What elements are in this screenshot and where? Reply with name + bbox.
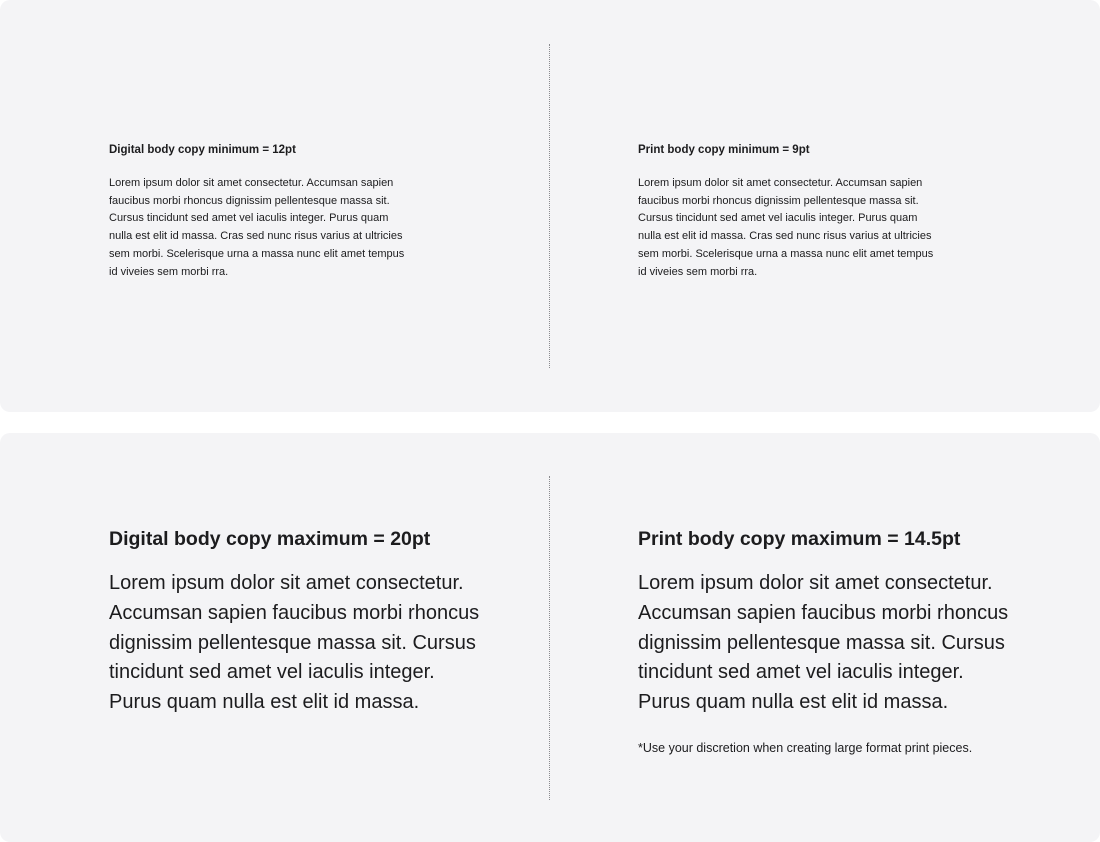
- sample-text-line: Lorem ipsum dolor sit amet consectetur. Accumsan sapien: [109, 177, 394, 189]
- sample-text-line: Lorem ipsum dolor sit amet consectetur.: [109, 572, 464, 594]
- sample-text-line: nulla est elit id massa. Cras sed nunc risus varius at ultricies: [109, 230, 403, 243]
- print-maximum-heading: Print body copy maximum = 14.5pt: [638, 528, 961, 550]
- print-minimum-column: [638, 143, 998, 281]
- sample-text-line: id viveies sem morbi rra.: [638, 265, 758, 278]
- print-footnote: *Use your discretion when creating large format print pieces.: [638, 740, 973, 755]
- sample-text-line: Lorem ipsum dolor sit amet consectetur. Accumsan sapien: [638, 177, 923, 189]
- digital-minimum-heading: Digital body copy minimum = 12pt: [109, 144, 296, 156]
- column-divider: [549, 44, 550, 368]
- sample-text-line: sem morbi. Scelerisque urna a massa nunc elit amet tempus: [109, 247, 405, 260]
- minimum-sizes-card: [0, 0, 1100, 412]
- print-minimum-sample-text: [638, 175, 998, 281]
- digital-maximum-heading: Digital body copy maximum = 20pt: [109, 528, 431, 550]
- sample-text-line: sem morbi. Scelerisque urna a massa nunc elit amet tempus: [638, 247, 934, 260]
- print-maximum-sample-text: [638, 569, 1078, 718]
- digital-maximum-column: [109, 526, 549, 718]
- column-divider: [549, 476, 550, 800]
- sample-text-line: Accumsan sapien faucibus morbi rhoncus: [638, 601, 1009, 624]
- digital-maximum-sample-text: [109, 569, 549, 718]
- digital-minimum-sample-text: [109, 175, 469, 281]
- sample-text-line: tincidunt sed amet vel iaculis integer.: [109, 661, 435, 684]
- sample-text-line: dignissim pellentesque massa sit. Cursus: [638, 631, 1005, 654]
- sample-text-line: Purus quam nulla est elit id massa.: [109, 691, 420, 714]
- sample-text-line: Cursus tincidunt sed amet vel iaculis integer. Purus quam: [109, 212, 389, 225]
- print-minimum-heading: Print body copy minimum = 9pt: [638, 144, 810, 156]
- sample-text-line: id viveies sem morbi rra.: [109, 265, 229, 278]
- sample-text-line: faucibus morbi rhoncus dignissim pellentesque massa sit.: [638, 194, 919, 207]
- maximum-sizes-card: [0, 433, 1100, 842]
- sample-text-line: faucibus morbi rhoncus dignissim pellentesque massa sit.: [109, 194, 390, 207]
- sample-text-line: Lorem ipsum dolor sit amet consectetur.: [638, 572, 993, 594]
- digital-minimum-column: [109, 143, 469, 281]
- sample-text-line: Cursus tincidunt sed amet vel iaculis integer. Purus quam: [638, 212, 918, 225]
- sample-text-line: Purus quam nulla est elit id massa.: [638, 691, 949, 714]
- sample-text-line: Accumsan sapien faucibus morbi rhoncus: [109, 601, 480, 624]
- sample-text-line: nulla est elit id massa. Cras sed nunc risus varius at ultricies: [638, 230, 932, 243]
- sample-text-line: tincidunt sed amet vel iaculis integer.: [638, 661, 964, 684]
- print-maximum-column: [638, 526, 1078, 756]
- sample-text-line: dignissim pellentesque massa sit. Cursus: [109, 631, 476, 654]
